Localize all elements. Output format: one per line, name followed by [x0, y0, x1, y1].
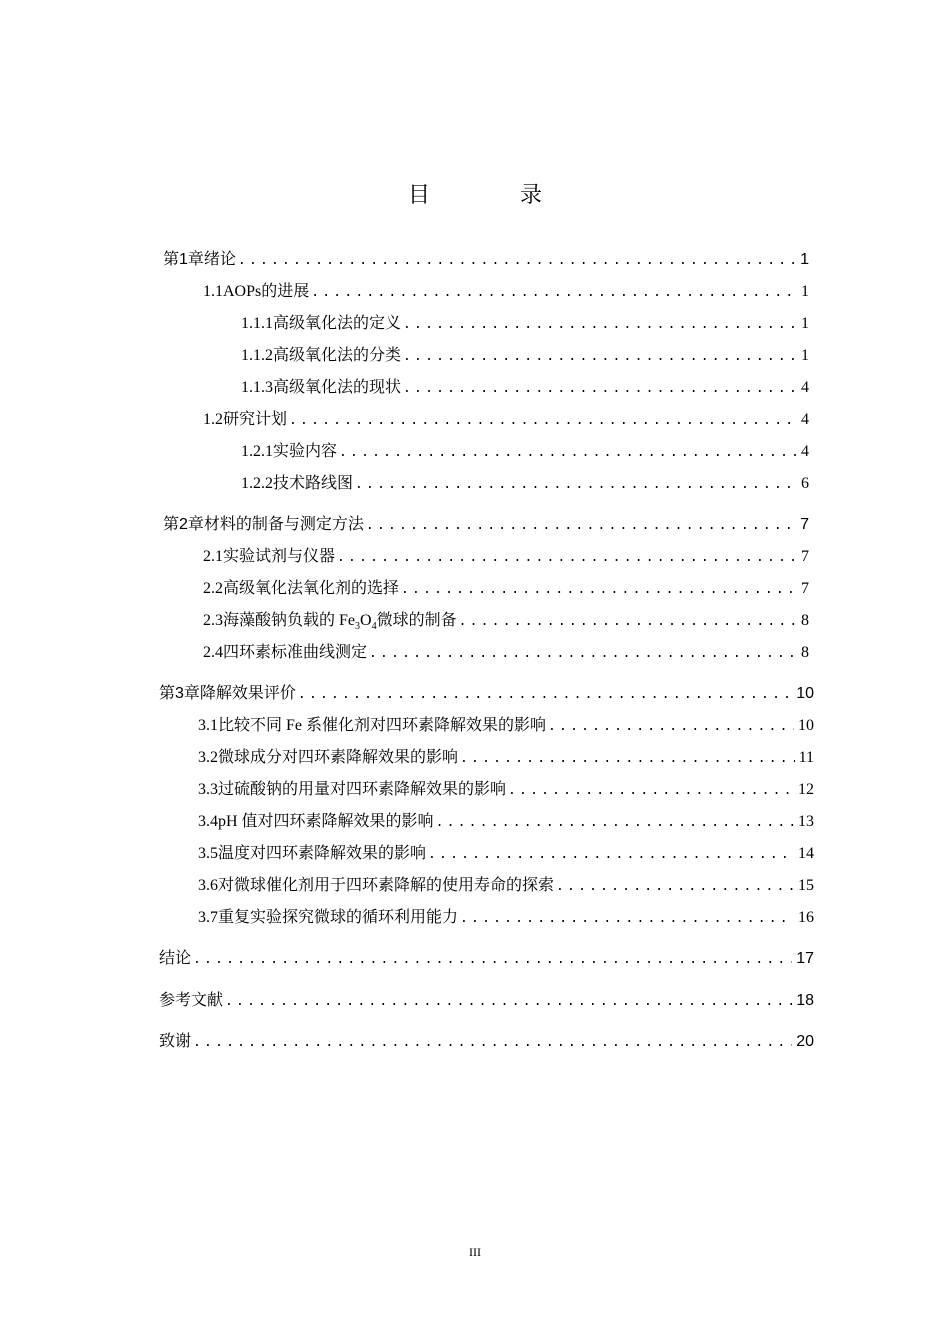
toc-entry-3-3[interactable]	[198, 778, 814, 802]
toc-page-number: 8	[801, 644, 809, 661]
toc-leader-dots	[556, 875, 794, 899]
toc-page-number: 7	[801, 580, 809, 597]
page-title: 目 录	[407, 182, 585, 207]
toc-number: 2.3	[203, 612, 223, 629]
toc-page-number: 7	[800, 516, 809, 533]
toc-leader-dots	[337, 546, 797, 570]
toc-leader-dots	[238, 249, 796, 273]
toc-page-number: 1	[801, 315, 809, 332]
toc-title: 实验内容	[273, 443, 338, 460]
toc-leader-dots	[225, 990, 792, 1014]
toc-entry-conclusion[interactable]	[159, 947, 814, 971]
toc-leader-dots	[436, 811, 794, 835]
toc-entry-3-5[interactable]	[198, 842, 814, 866]
toc-title: 结论	[159, 950, 192, 967]
toc-number: 1.2	[203, 411, 223, 428]
toc-page-number: 17	[796, 950, 814, 967]
toc-page-number: 18	[796, 992, 814, 1009]
toc-title: 比较不同 Fe 系催化剂对四环素降解效果的影响	[218, 717, 547, 734]
toc-title-part: 海藻酸钠负载的 Fe	[223, 612, 356, 629]
toc-page-number: 7	[801, 548, 809, 565]
toc-leader-dots	[459, 610, 797, 634]
toc-entry-2-2[interactable]	[203, 577, 809, 601]
page-number-footer: III	[469, 1245, 481, 1259]
toc-number: 3.6	[198, 877, 218, 894]
toc-page-number: 6	[801, 475, 809, 492]
toc-number: 3.1	[198, 717, 218, 734]
toc-entry-2-4[interactable]	[203, 641, 809, 665]
toc-number: 1.2.2	[241, 475, 273, 492]
toc-title: pH 值对四环素降解效果的影响	[218, 813, 434, 830]
toc-entry-3-7[interactable]	[198, 906, 814, 930]
toc-page-number: 10	[796, 685, 814, 702]
toc-number: 1.1.2	[241, 347, 273, 364]
toc-title-part: O	[360, 612, 372, 629]
toc-leader-dots	[311, 281, 797, 305]
toc-title: 参考文献	[159, 992, 224, 1009]
toc-page-number: 11	[798, 749, 814, 766]
toc-page-number: 15	[798, 877, 814, 894]
toc-entry-3-4[interactable]	[198, 810, 814, 834]
toc-number: 3.2	[198, 749, 218, 766]
toc-title: 高级氧化法的定义	[273, 315, 402, 332]
toc-number: 3.4	[198, 813, 218, 830]
toc-number: 3.3	[198, 781, 218, 798]
subscript-3: 3	[355, 621, 361, 633]
toc-number: 1.1.1	[241, 315, 273, 332]
toc-leader-dots	[289, 409, 797, 433]
toc-number: 1.1	[203, 283, 223, 300]
toc-leader-dots	[460, 907, 794, 931]
toc-title: 微球成分对四环素降解效果的影响	[218, 749, 459, 766]
toc-leader-dots	[460, 747, 795, 771]
toc-entry-chapter-1[interactable]	[163, 248, 809, 272]
toc-entry-1-2[interactable]	[203, 408, 809, 432]
toc-title: 研究计划	[223, 411, 288, 428]
toc-leader-dots	[403, 377, 797, 401]
toc-title: 高级氧化法的现状	[273, 379, 402, 396]
toc-title: 过硫酸钠的用量对四环素降解效果的影响	[218, 781, 507, 798]
toc-title	[223, 609, 457, 633]
toc-title: 高级氧化法氧化剂的选择	[223, 580, 400, 597]
toc-entry-chapter-3[interactable]	[159, 682, 814, 706]
toc-title: 技术路线图	[273, 475, 354, 492]
toc-title: 绪论	[203, 251, 236, 268]
toc-page-number: 16	[798, 909, 814, 926]
toc-number: 3.5	[198, 845, 218, 862]
toc-page-number: 1	[800, 251, 809, 268]
toc-page-number: 10	[798, 717, 814, 734]
toc-leader-dots	[403, 345, 797, 369]
toc-leader-dots	[298, 683, 792, 707]
toc-entry-1-1[interactable]	[203, 280, 809, 304]
toc-entry-2-1[interactable]	[203, 545, 809, 569]
toc-number: 2.4	[203, 644, 223, 661]
toc-entry-chapter-2[interactable]	[163, 513, 809, 537]
toc-title-part: 微球的制备	[376, 612, 457, 629]
toc-entry-1-1-1[interactable]	[241, 312, 809, 336]
toc-page-number: 1	[801, 283, 809, 300]
toc-page-number: 4	[801, 443, 809, 460]
toc-leader-dots	[193, 1031, 792, 1055]
toc-number: 2.1	[203, 548, 223, 565]
toc-number: 第3章	[159, 685, 200, 702]
toc-leader-dots	[193, 948, 792, 972]
toc-number: 3.7	[198, 909, 218, 926]
toc-title: 实验试剂与仪器	[223, 548, 336, 565]
toc-entry-references[interactable]	[159, 989, 814, 1013]
toc-leader-dots	[428, 843, 794, 867]
toc-leader-dots	[339, 441, 797, 465]
toc-title: AOPs的进展	[223, 283, 310, 300]
toc-entry-1-1-3[interactable]	[241, 376, 809, 400]
toc-entry-2-3[interactable]	[203, 609, 809, 633]
toc-title: 对微球催化剂用于四环素降解的使用寿命的探索	[218, 877, 555, 894]
toc-title: 降解效果评价	[199, 685, 296, 702]
toc-leader-dots	[403, 313, 797, 337]
toc-entry-1-2-2[interactable]	[241, 472, 809, 496]
toc-page-number: 13	[798, 813, 814, 830]
toc-leader-dots	[366, 514, 796, 538]
toc-number: 第1章	[163, 251, 204, 268]
toc-title: 致谢	[159, 1033, 192, 1050]
toc-title: 温度对四环素降解效果的影响	[218, 845, 427, 862]
toc-title: 四环素标准曲线测定	[223, 644, 368, 661]
toc-leader-dots	[548, 715, 794, 739]
subscript-4: 4	[371, 621, 377, 633]
toc-page-number: 4	[801, 411, 809, 428]
toc-page-number: 4	[801, 379, 809, 396]
toc-number: 1.1.3	[241, 379, 273, 396]
toc-leader-dots	[369, 642, 797, 666]
toc-title: 材料的制备与测定方法	[203, 516, 364, 533]
toc-leader-dots	[508, 779, 794, 803]
toc-page-number: 1	[801, 347, 809, 364]
toc-entry-3-2[interactable]	[198, 746, 814, 770]
toc-title: 高级氧化法的分类	[273, 347, 402, 364]
toc-entry-1-1-2[interactable]	[241, 344, 809, 368]
toc-page-number: 12	[798, 781, 814, 798]
toc-page-number: 20	[796, 1033, 814, 1050]
toc-entry-1-2-1[interactable]	[241, 440, 809, 464]
toc-number: 1.2.1	[241, 443, 273, 460]
toc-entry-3-6[interactable]	[198, 874, 814, 898]
toc-page-number: 8	[801, 612, 809, 629]
toc-leader-dots	[401, 578, 797, 602]
toc-number: 第2章	[163, 516, 204, 533]
toc-number: 2.2	[203, 580, 223, 597]
toc-entry-acknowledgements[interactable]	[159, 1030, 814, 1054]
toc-page-number: 14	[798, 845, 814, 862]
toc-entry-3-1[interactable]	[198, 714, 814, 738]
toc-title: 重复实验探究微球的循环利用能力	[218, 909, 459, 926]
toc-leader-dots	[355, 473, 797, 497]
